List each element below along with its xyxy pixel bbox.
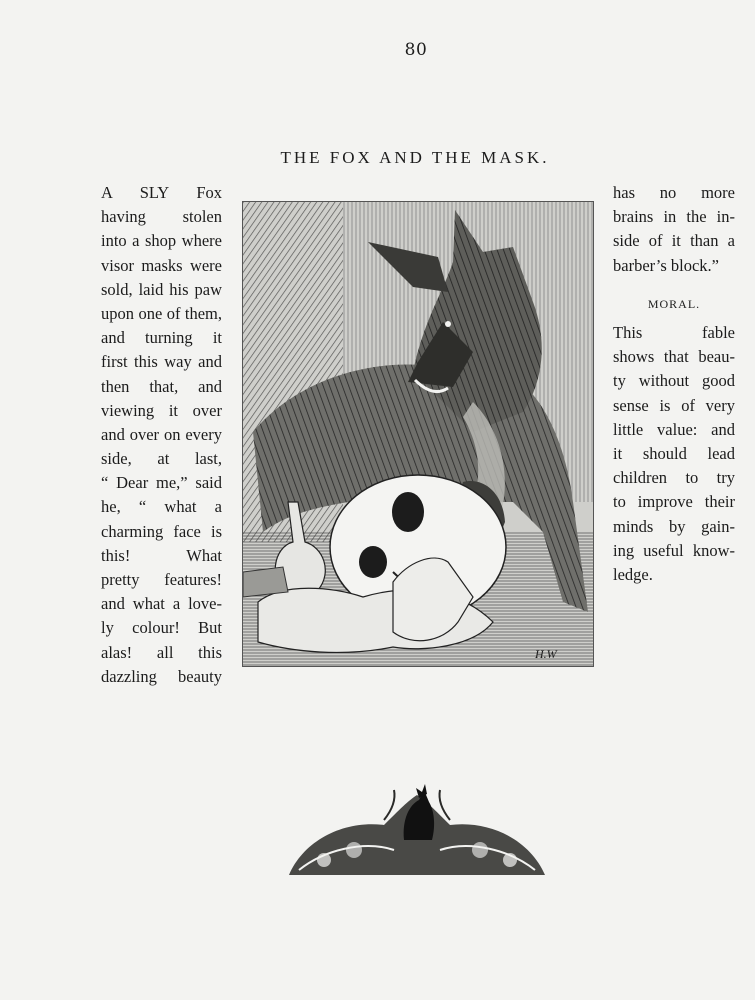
moral-heading: MORAL.: [647, 297, 701, 311]
fox-mask-illustration: [242, 201, 594, 667]
moral-line: minds by gain-: [613, 516, 735, 536]
story-line: pretty features!: [101, 570, 222, 589]
story-left-column: [101, 181, 222, 689]
svg-text:H.W: H.W: [535, 647, 557, 661]
story-line: sold, laid his paw: [101, 279, 222, 299]
page-number: 80: [404, 40, 428, 60]
moral-line: sense is of very: [613, 395, 735, 415]
story-line: this! What: [101, 545, 222, 565]
moral-line: it should lead: [613, 443, 735, 463]
story-line: he, “ what a: [101, 497, 222, 517]
story-line: ly colour! But: [101, 618, 222, 638]
story-line: and turning it: [101, 328, 222, 348]
story-line: alas! all this: [101, 642, 222, 662]
moral-line: little value: and: [613, 419, 735, 439]
story-line: visor masks were: [101, 255, 222, 275]
story-line: and over on every: [101, 424, 222, 444]
story-line: having stolen: [101, 207, 222, 227]
moral-text: [613, 321, 735, 587]
moral-line: This fable: [613, 323, 735, 342]
fox-mask-engraving: [243, 202, 593, 666]
fable-title: THE FOX AND THE MASK.: [280, 148, 550, 167]
moral-line: children to try: [613, 468, 735, 488]
story-line: “ Dear me,” said: [101, 473, 222, 493]
story-line: then that, and: [101, 376, 222, 396]
moral-line: ledge.: [613, 564, 653, 584]
story-line: first this way and: [101, 352, 222, 372]
story-line: A SLY Fox: [101, 183, 222, 202]
story-line: side of it than a: [613, 231, 735, 251]
story-line: and what a love-: [101, 594, 222, 614]
story-line: side, at last,: [101, 449, 222, 469]
story-line: upon one of them,: [101, 303, 222, 323]
moral-line: to improve their: [613, 492, 735, 512]
story-line: charming face is: [101, 521, 222, 541]
story-right-column: [613, 181, 735, 278]
story-line: brains in the in-: [613, 207, 735, 227]
story-line: into a shop where: [101, 231, 222, 251]
moral-line: ing useful know-: [613, 540, 735, 560]
story-line: barber’s block.”: [613, 255, 719, 275]
rooster-foliage-ornament: [284, 780, 550, 884]
moral-line: ty without good: [613, 371, 735, 391]
ornamental-vignette: [284, 780, 550, 884]
moral-line: shows that beau-: [613, 347, 735, 367]
story-line: has no more: [613, 183, 735, 202]
story-line: viewing it over: [101, 400, 222, 420]
story-line: dazzling beauty: [101, 666, 222, 686]
